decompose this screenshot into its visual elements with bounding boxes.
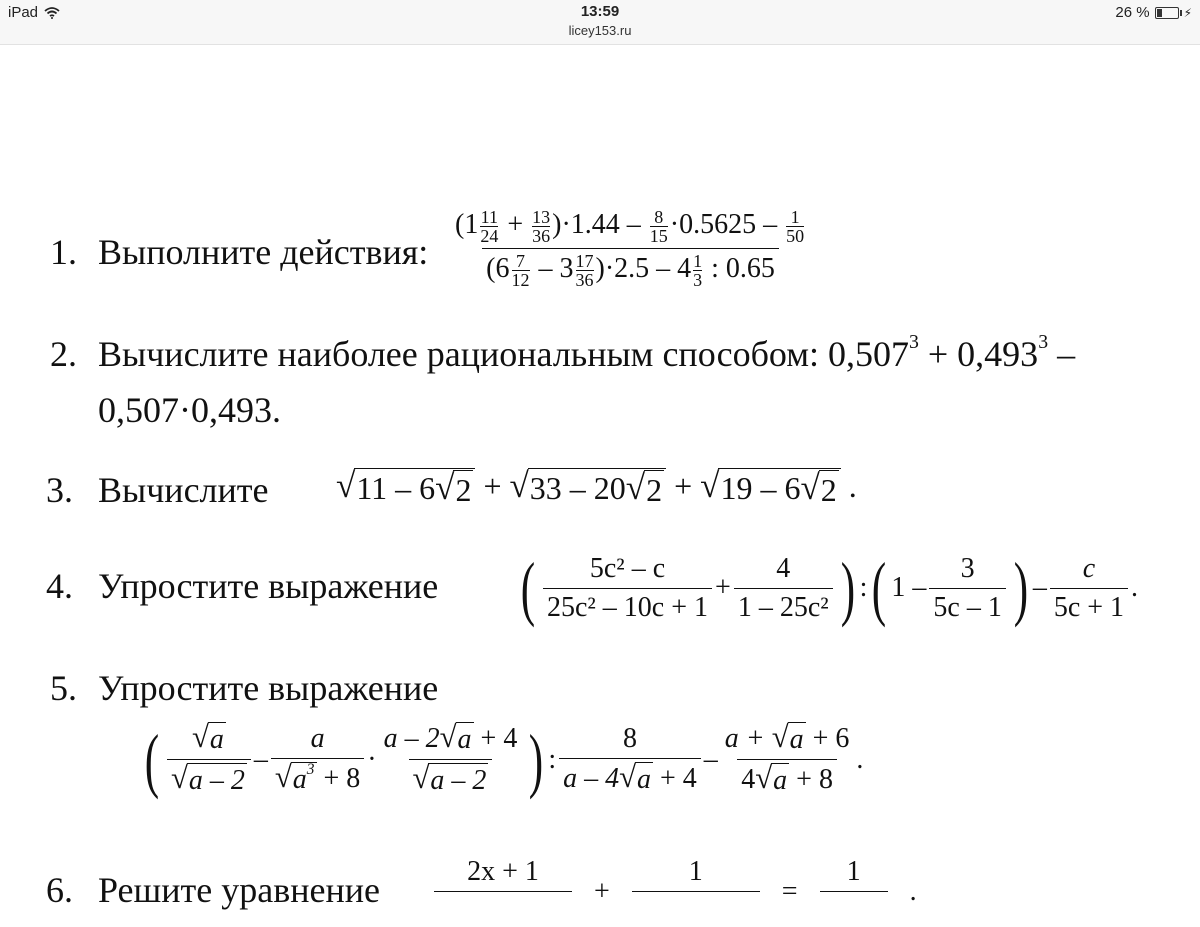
radicand bbox=[528, 468, 666, 509]
fraction bbox=[532, 208, 550, 245]
dot-operator: · bbox=[367, 743, 377, 775]
problem-text: Упростите выражение bbox=[98, 566, 439, 606]
text-part: – bbox=[1048, 334, 1076, 374]
plus-sign: + bbox=[483, 468, 502, 504]
radicand bbox=[718, 468, 840, 509]
radical-sign: √ bbox=[336, 466, 356, 505]
radical-sign: √ bbox=[625, 468, 646, 507]
den-open: (6 bbox=[486, 252, 510, 284]
sqrt bbox=[171, 763, 247, 797]
radical-sign: √ bbox=[439, 720, 457, 754]
problem-text: Решите уравнение bbox=[98, 870, 380, 910]
period: . bbox=[1131, 572, 1139, 603]
problem-text-line1 bbox=[98, 331, 1076, 374]
frac-den: 50 bbox=[786, 226, 805, 246]
status-right bbox=[1115, 4, 1192, 21]
frac-num: 1 bbox=[790, 207, 800, 227]
frac-den bbox=[737, 759, 837, 797]
left-paren: ( bbox=[520, 548, 536, 628]
sqrt bbox=[626, 470, 664, 509]
period: . bbox=[848, 468, 857, 504]
equals-sign: = bbox=[781, 876, 798, 907]
radicand: a bbox=[209, 724, 224, 755]
problem-5-expression bbox=[140, 719, 864, 800]
fraction bbox=[512, 252, 530, 289]
problem-text: Выполните действия: bbox=[98, 232, 429, 272]
den-mid: )·2.5 – 4 bbox=[595, 252, 692, 284]
problem-number: 5. bbox=[50, 668, 77, 708]
sqrt bbox=[772, 722, 806, 756]
battery-icon bbox=[1155, 7, 1179, 19]
radical-sign: √ bbox=[619, 760, 636, 794]
frac-den: 25c² – 10c + 1 bbox=[543, 588, 712, 624]
left-paren: ( bbox=[872, 548, 887, 628]
frac-den: 15 bbox=[649, 226, 668, 246]
frac-den: 36 bbox=[575, 270, 594, 290]
exponent: 3 bbox=[306, 761, 315, 779]
radicand: a – 2 bbox=[188, 765, 245, 796]
fraction bbox=[929, 553, 1005, 624]
den-tail: + 8 bbox=[316, 763, 361, 794]
left-paren: ( bbox=[144, 719, 160, 800]
fraction bbox=[480, 208, 498, 245]
main-numerator bbox=[451, 208, 810, 248]
radical-sign: √ bbox=[700, 466, 720, 505]
status-bar bbox=[0, 0, 1200, 45]
minus-sign: – bbox=[1032, 572, 1047, 603]
address-url[interactable]: licey153.ru bbox=[568, 23, 632, 38]
num-tail: + 6 bbox=[805, 723, 850, 754]
radical-sign: √ bbox=[191, 720, 209, 754]
radicand: a – 2 bbox=[430, 765, 487, 796]
fraction bbox=[167, 722, 251, 797]
fraction bbox=[433, 856, 573, 927]
radical-sign: √ bbox=[800, 468, 820, 507]
fraction bbox=[559, 723, 701, 796]
radicand-text: 11 – 6 bbox=[356, 470, 436, 506]
plus-sign: + bbox=[715, 572, 731, 603]
radicand-text: 19 – 6 bbox=[720, 470, 801, 506]
fraction bbox=[734, 553, 833, 624]
frac-num: 4 bbox=[776, 552, 791, 584]
sqrt bbox=[619, 762, 653, 796]
frac-num: 8 bbox=[654, 207, 664, 227]
sqrt bbox=[336, 468, 475, 509]
colon: : bbox=[548, 743, 557, 775]
clock: 13:59 bbox=[580, 3, 620, 20]
fraction bbox=[271, 723, 364, 796]
frac-den bbox=[434, 891, 572, 927]
frac-den bbox=[820, 891, 888, 927]
problem-3-expression bbox=[336, 468, 857, 509]
num-text: a + bbox=[724, 723, 772, 754]
frac-num bbox=[380, 722, 522, 759]
frac-den: 5c + 1 bbox=[1050, 588, 1128, 624]
fraction bbox=[631, 856, 761, 927]
fraction bbox=[543, 553, 712, 624]
minus-sign: – bbox=[253, 743, 268, 775]
radicand: 2 bbox=[455, 472, 472, 508]
problem-4-expression bbox=[516, 548, 1139, 628]
frac-num bbox=[188, 722, 230, 759]
sqrt bbox=[509, 468, 666, 509]
den-tail: : 0.65 bbox=[711, 252, 775, 284]
frac-den: 12 bbox=[511, 270, 530, 290]
frac-den bbox=[271, 758, 364, 796]
frac-den: 5c – 1 bbox=[929, 588, 1005, 624]
frac-num: a bbox=[310, 723, 325, 754]
fraction bbox=[576, 252, 594, 289]
radicand: a bbox=[457, 724, 472, 755]
problem-number: 3. bbox=[46, 470, 73, 510]
radicand: a bbox=[789, 724, 804, 755]
plus-sign: + bbox=[594, 876, 610, 907]
frac-num: 11 bbox=[480, 207, 498, 227]
frac-num: 7 bbox=[516, 251, 525, 271]
num-text: a – 2 bbox=[383, 723, 440, 754]
fraction bbox=[819, 856, 889, 927]
radical-sign: √ bbox=[274, 760, 292, 794]
frac-den bbox=[409, 759, 493, 797]
num-open: (1 bbox=[455, 208, 479, 240]
problem-number: 1. bbox=[50, 232, 77, 272]
problem-text-line2: 0,507·0,493. bbox=[98, 390, 281, 430]
plus-sign: + bbox=[507, 208, 524, 240]
problem-number: 6. bbox=[46, 870, 73, 910]
fraction bbox=[650, 208, 668, 245]
sqrt bbox=[440, 722, 474, 756]
fraction bbox=[693, 252, 702, 289]
frac-den bbox=[559, 758, 701, 796]
frac-num: 3 bbox=[960, 552, 975, 584]
frac-num: 1 bbox=[846, 856, 861, 887]
sqrt bbox=[435, 470, 473, 509]
right-paren: ) bbox=[840, 548, 855, 628]
radicand bbox=[354, 468, 475, 509]
radicand: a bbox=[637, 764, 651, 795]
colon: : bbox=[859, 572, 868, 603]
den-text: 4 bbox=[741, 764, 756, 795]
frac-num: c bbox=[1082, 552, 1096, 584]
battery-fill bbox=[1157, 9, 1163, 17]
frac-num: 17 bbox=[575, 251, 594, 271]
frac-den: 36 bbox=[532, 226, 551, 246]
text-part: + 0,493 bbox=[918, 334, 1039, 374]
radical-sign: √ bbox=[509, 466, 529, 505]
frac-num: 8 bbox=[622, 723, 637, 754]
one-minus: 1 – bbox=[891, 572, 927, 603]
minus-sign: – 3 bbox=[538, 252, 574, 284]
radicand-text: 33 – 20 bbox=[529, 470, 626, 506]
fraction bbox=[380, 722, 522, 797]
radical-sign: √ bbox=[755, 761, 773, 795]
frac-num: 2x + 1 bbox=[467, 856, 539, 887]
radicand: 2 bbox=[646, 472, 663, 508]
right-paren: ) bbox=[529, 719, 544, 800]
main-denominator bbox=[482, 248, 779, 289]
exponent: 3 bbox=[1038, 331, 1049, 354]
plus-sign: + bbox=[674, 468, 693, 504]
radicand: 2 bbox=[820, 472, 837, 508]
period: . bbox=[909, 876, 917, 907]
num-mid: )·1.44 – bbox=[552, 208, 641, 240]
battery-percent: 26 % bbox=[1115, 4, 1150, 21]
sqrt bbox=[755, 763, 789, 797]
problem-6-expression bbox=[430, 856, 917, 927]
frac-num: 13 bbox=[532, 207, 551, 227]
problem-text: Вычислите bbox=[98, 470, 269, 510]
sqrt bbox=[275, 762, 317, 796]
radicand-text: a bbox=[292, 764, 307, 795]
sqrt bbox=[800, 470, 838, 509]
fraction bbox=[786, 208, 804, 245]
num-tail: + 4 bbox=[473, 723, 518, 754]
fraction bbox=[721, 722, 854, 797]
sqrt bbox=[192, 722, 226, 756]
radical-sign: √ bbox=[170, 761, 188, 795]
radical-sign: √ bbox=[435, 468, 455, 507]
text-part: Вычислите наиболее рациональным способом: 0,507 bbox=[98, 334, 909, 374]
frac-den: 24 bbox=[480, 226, 499, 246]
problem-number: 2. bbox=[50, 334, 77, 374]
den-tail: + 4 bbox=[653, 763, 697, 794]
frac-den: 1 – 25c² bbox=[734, 588, 833, 624]
frac-num: 5c² – c bbox=[589, 552, 666, 584]
problem-1-expression bbox=[448, 208, 813, 289]
frac-den: 3 bbox=[693, 270, 703, 290]
radical-sign: √ bbox=[771, 720, 789, 754]
problem-text: Упростите выражение bbox=[98, 668, 439, 708]
right-paren: ) bbox=[1013, 548, 1029, 628]
radicand bbox=[291, 762, 317, 796]
problem-number: 4. bbox=[46, 566, 73, 606]
frac-den bbox=[632, 891, 760, 927]
sqrt bbox=[413, 763, 489, 797]
radical-sign: √ bbox=[412, 761, 430, 795]
frac-num: 1 bbox=[688, 856, 703, 887]
frac-num bbox=[721, 722, 854, 759]
den-text: a – 4 bbox=[563, 763, 620, 794]
minus-sign: – bbox=[703, 743, 718, 775]
den-tail: + 8 bbox=[789, 764, 833, 795]
charging-icon: ⚡ bbox=[1183, 5, 1192, 20]
radicand: a bbox=[773, 765, 788, 796]
frac-num: 1 bbox=[693, 251, 703, 271]
num-mid2: ·0.5625 – bbox=[669, 208, 778, 240]
device-name: iPad bbox=[8, 4, 39, 21]
frac-den bbox=[167, 759, 251, 797]
main-fraction bbox=[451, 208, 810, 289]
period: . bbox=[856, 743, 864, 775]
fraction bbox=[1050, 553, 1128, 624]
exponent: 3 bbox=[908, 331, 919, 354]
sqrt bbox=[700, 468, 841, 509]
